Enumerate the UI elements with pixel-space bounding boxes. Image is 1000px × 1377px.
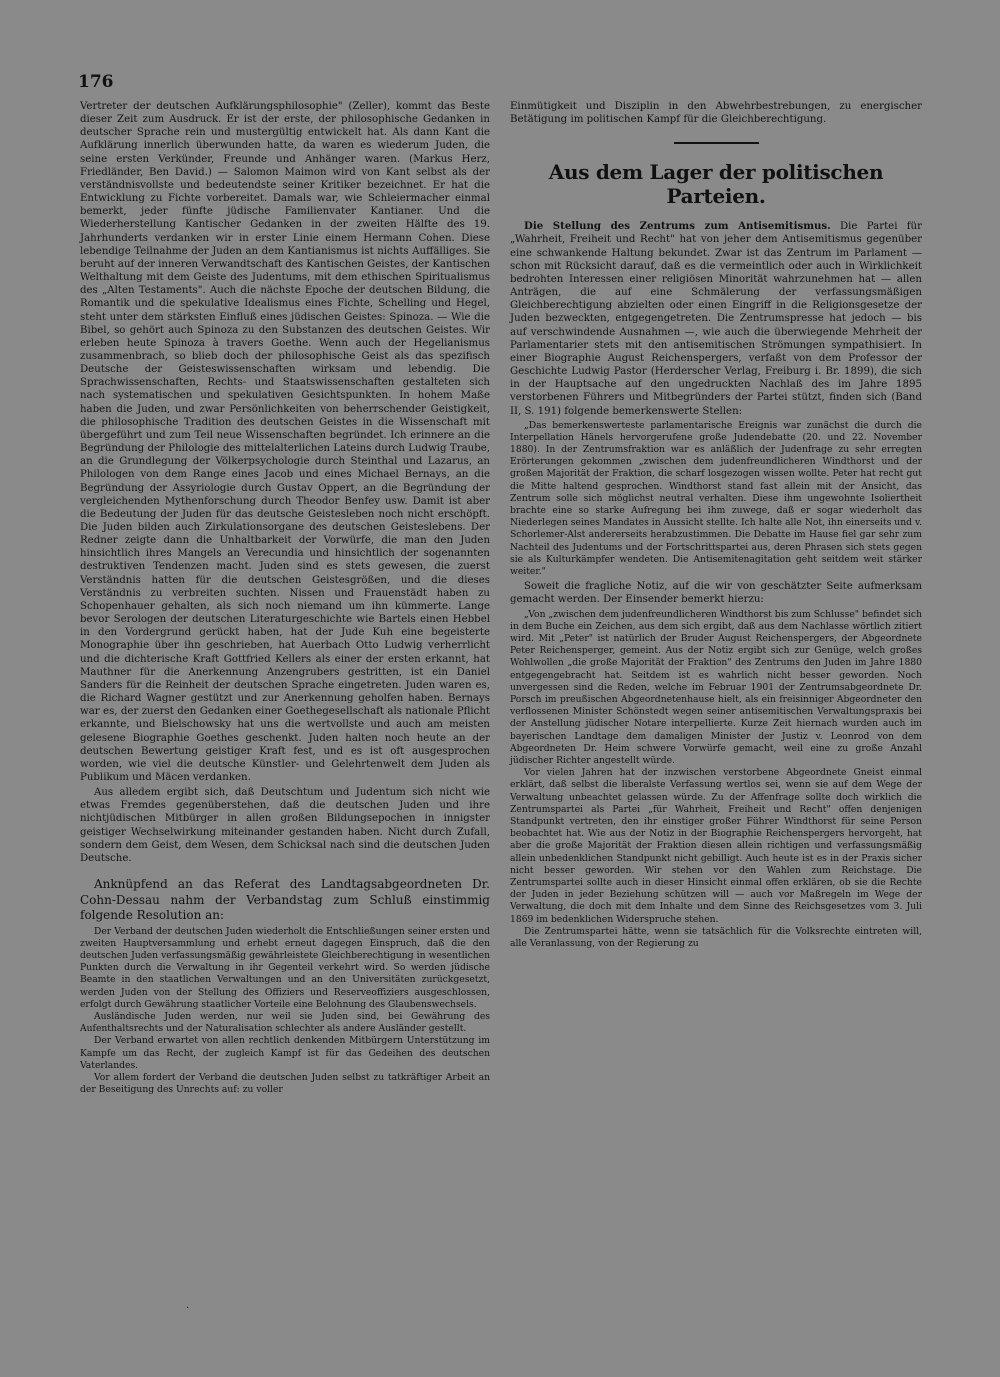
body-paragraph: Die Partei für „Wahrheit, Freiheit und Recht" hat von jeher dem Antisemitismus gegenüber eine schwankende Haltung bekundet. Zwar ist das Zentrum im Parlament — schon mit Rücksicht darauf, daß es die vermeintlich oder auch in Wirklichkeit bedrohten Interessen einer religiösen Minorität wahrzunehmen hat — allen Anträgen, die auf eine Schmälerung der verfassungsmäßigen Gleichberechtigung abzielten oder einen Eingriff in die Religionsgesetze der Juden bezweckten, entgegengetreten. Die Zentrumspresse hat jedoch — bis auf verschwindende Ausnahmen —, wie auch die überwiegende Mehrheit der Parlamentarier stets mit den antisemitischen Strömungen sympathisiert. In einer Biographie August Reichenspergers, verfaßt von dem Professor der Geschichte Ludwig Pastor (Herderscher Verlag, Freiburg i. Br. 1899), die sich in der Hauptsache auf den ungedruckten Nachlaß des im Jahre 1895 verstorbenen Führers und Mitbegründers der Partei stützt, finden sich (Band II, S. 191) folgende bemerkenswerte Stellen:: [510, 221, 922, 417]
article-subheading: Die Stellung des Zentrums zum Antisemitismus.: [524, 220, 831, 233]
page-number: 176: [78, 72, 114, 92]
resolution-intro: Anknüpfend an das Referat des Landtagsabgeordneten Dr. Cohn-Dessau nahm der Verbandstag zum Schluß einstimmig folgende Resolution an:: [80, 877, 490, 923]
resolution-paragraph: Der Verband erwartet von allen rechtlich denkenden Mitbürgern Unterstützung im Kampfe um das Recht, der zugleich Kampf ist für das Gedeihen des deutschen Vaterlandes.: [80, 1035, 490, 1071]
body-paragraph: Soweit die fragliche Notiz, auf die wir von geschätzter Seite aufmerksam gemacht werden. Der Einsender bemerkt hierzu:: [510, 581, 922, 606]
quote-paragraph: „Von „zwischen dem judenfreundlicheren Windthorst bis zum Schlusse" befindet sich in dem Buche ein Zeichen, aus dem sich ergibt, daß aus dem Nachlasse wörtlich zitiert wird. Mit „Peter" ist natürlich der Bruder August Reichenspergers, der Abgeordnete Peter Reichensperger, gemeint. Aus der Notiz ergibt sich zur Genüge, welch großes Wohlwollen „die große Majorität der Fraktion" des Zentrums den Juden im Jahre 1880 entgegengebracht hat. Seitdem ist es wahrlich nicht besser geworden. Noch unvergessen sind die Reden, welche im Februar 1901 der Zentrumsabgeordnete Dr. Porsch im preußischen Abgeordnetenhause hielt, als ein freisinniger Abgeordneter den verflossenen Minister Schönstedt wegen seiner antisemitischen Verwaltungspraxis bei der Anstellung jüdischer Notare interpellierte. Kurze Zeit hiernach wurden auch im bayerischen Landtage dem damaligen Minister der Justiz v. Leonrod von dem Abgeordneten Dr. Heim schwere Vorwürfe gemacht, weil eine zu große Anzahl jüdischer Richter angestellt würde.: [510, 608, 922, 767]
right-column: [510, 100, 922, 950]
body-paragraph: Vertreter der deutschen Aufklärungsphilosophie" (Zeller), kommt das Beste dieser Zeit zum Ausdruck. Er ist der erste, der philosophische Gedanken in deutscher Sprache rein und mustergültig entwickelt hat. Als dann Kant die Aufklärung innerlich überwunden hatte, da waren es wiederum Juden, die seine ersten Verkünder, Freunde und Anhänger waren. (Markus Herz, Friedländer, Ben David.) — Salomon Maimon wird von Kant selbst als der verständnisvollste und bedeutendste seiner Kritiker bezeichnet. Er hat die Entwicklung zu Fichte vorbereitet. Damals war, wie Schleiermacher einmal bemerkt, jeder fünfte jüdische Familienvater Kantianer. Und die Wiederherstellung Kantischer Gedanken in der zweiten Hälfte des 19. Jahrhunderts verdanken wir in erster Linie einem Hermann Cohen. Diese lebendige Teilnahme der Juden an dem Kantianismus ist nichts Auffälliges. Sie beruht auf der inneren Verwandtschaft des Kantischen Geistes, der Kantischen Welthaltung mit dem Geiste des Judentums, mit dem ethischen Spiritualismus des „Alten Testaments". Auch die nächste Epoche der deutschen Bildung, die Romantik und die spekulative Idealismus eines Fichte, Schelling und Hegel, steht unter dem stärksten Einfluß eines jüdischen Geistes: Spinoza. — Wie die Bibel, so gehört auch Spinoza zu den Substanzen des deutschen Geistes. Wir erleben heute Spinoza à travers Goethe. Wenn auch der Hegelianismus zusammenbrach, so blieb doch der philosophische Geist als das spezifisch Deutsche der Geisteswissenschaften wirksam und lebendig. Die Sprachwissenschaften, Rechts- und Staatswissenschaften gestalteten sich nach systematischen und spekulativen Gesichtspunkten. In hohem Maße haben die Juden, und zwar Persönlichkeiten von beherrschender Geistigkeit, die philosophische Tradition des deutschen Geistes in die Wissenschaft mit übergeführt und zum Teil neue Wissenschaften begründet. Ich erinnere an die Begründung der Philologie des mittelalterlichen Lateins durch Ludwig Traube, an die Grundlegung der Völkerpsychologie durch Steinthal und Lazarus, an Philologen von dem Range eines Jacob und eines Michael Bernays, an die Begründung der Assyriologie durch Gustav Oppert, an die Begründung der vergleichenden Mythenforschung durch Theodor Benfey usw. Damit ist aber die Bedeutung der Juden für das deutsche Geistesleben noch nicht erschöpft. Die Juden bilden auch Zirkulationsorgane des deutschen Geisteslebens. Der Redner zeigte dann die Unhaltbarkeit der Vorwürfe, die man den Juden hinsichtlich ihres Mangels an Verecundia und hinsichtlich der sogenannten destruktiven Tendenzen macht. Juden sind es stets gewesen, die zuerst Verständnis hatten für die deutschen Geistesgrößen, und die dieses Verständnis zu verbreiten suchten. Nissen und Frauenstädt haben zu Schopenhauer gehalten, als sich noch niemand um ihn kümmerte. Lange bevor Serologen der deutschen Literaturgeschichte wie Bartels einen Hebbel in den Vordergrund gerückt haben, hat der Jude Kuh eine begeisterte Monographie über ihn geschrieben, hat Auerbach Otto Ludwig verherrlicht und die dichterische Kraft Gottfried Kellers als einer der ersten erkannt, hat Mauthner für die Anerkennung Anzengrubers gestritten, ist ein Daniel Sanders für die Reinheit der deutschen Sprache eingetreten. Juden waren es, die Richard Wagner gestützt und zur Anerkennung geholfen haben. Bernays war es, der zuerst den Gedanken einer Goethegesellschaft als nationale Pflicht erkannte, und Bielschowsky hat uns die wertvollste und auch am meisten gelesene Biographie Goethes geschenkt. Juden halten noch heute an der deutschen Bewertung geistiger Kraft fest, und es ist oft ausgesprochen worden, wie viel die deutsche Künstler- und Gelehrtenwelt dem Juden als Publikum und Mäcen verdanken.: [80, 101, 491, 783]
resolution-paragraph: Der Verband der deutschen Juden wiederholt die Entschließungen seiner ersten und zweiten Hauptversammlung und erhebt erneut dagegen Einspruch, daß die den deutschen Juden verfassungsmäßig gewährleistete Gleichberechtigung in wesentlichen Punkten durch die Verwaltung in ihr Gegenteil verkehrt wird. So werden jüdische Beamte in den staatlichen Verwaltungen und an den Universitäten zurückgesetzt, werden Juden von der Stellung des Offiziers und Reserveoffiziers ausgeschlossen, erfolgt durch Gewährung staatlicher Vorteile eine Belohnung des Glaubenswechsels.: [80, 925, 490, 1010]
quote-paragraph: Vor vielen Jahren hat der inzwischen verstorbene Abgeordnete Gneist einmal erklärt, daß selbst die liberalste Verfassung wertlos sei, wenn sie auf dem Wege der Verwaltung unbeachtet gelassen würde. Zu der Affenfrage sollte doch wirklich die Zentrumspartei als Partei „für Wahrheit, Freiheit und Recht" offen denjenigen Standpunkt vertreten, den ihr einstiger großer Führer Windthorst für seine Person beobachtet hat. Wie aus der Notiz in der Biographie Reichenspergers hervorgeht, hat aber die große Majorität der Fraktion diesen allein richtigen und verfassungsmäßig allein unbedenklichen Standpunkt nicht gebilligt. Auch heute ist es in der Praxis sicher nicht besser geworden. Wir stehen vor den Wahlen zum Reichstage. Die Zentrumspartei sollte auch in dieser Hinsicht einmal offen erklären, ob sie die Rechte der Juden in jeder Beziehung schützen will — auch vor Maßregeln im Wege der Verwaltung, die doch mit dem Inhalte und dem Sinne des Reichsgesetzes vom 3. Juli 1869 im bedenklichen Widerspruche stehen.: [510, 767, 922, 925]
section-divider: [674, 142, 759, 144]
stray-mark: ·: [186, 1303, 190, 1314]
continuation-paragraph: Einmütigkeit und Disziplin in den Abwehrbestrebungen, zu energischer Betätigung im politischen Kampf für die Gleichberechtigung.: [510, 101, 922, 126]
resolution-paragraph: Ausländische Juden werden, nur weil sie Juden sind, bei Gewährung des Aufenthaltsrechts und der Naturalisation schlechter als andere Ausländer gestellt.: [80, 1010, 490, 1035]
resolution-paragraph: Vor allem fordert der Verband die deutschen Juden selbst zu tatkräftiger Arbeit an der Beseitigung des Unrechts auf: zu voller: [80, 1072, 490, 1096]
left-column: [80, 100, 490, 1096]
quote-paragraph: „Das bemerkenswerteste parlamentarische Ereignis war zunächst die durch die Interpellation Hänels hervorgerufene große Judendebatte (20. und 22. November 1880). In der Zentrumsfraktion war es anläßlich der Judenfrage zu sehr erregten Erörterungen gekommen „zwischen dem judenfreundlicheren Windthorst und der großen Majorität der Fraktion, die scharf losgezogen wissen wollte. Peter hat recht gut die Mitte haltend gesprochen. Windthorst stand fast allein mit der Ansicht, das Zentrum solle sich möglichst neutral verhalten. Diese ihm ungewohnte Isoliertheit brachte eine so starke Aufregung bei ihm zuwege, daß er sogar wiederholt das Niederlegen seines Mandates in Aussicht stellte. Ich halte alle Not, ihn einerseits und v. Schorlemer-Alst andererseits herabzustimmen. Die Debatte im Hause fiel gar sehr zum Nachteil des Judentums und der Fortschrittspartei aus, deren Phrasen sich stets gegen sie als Kulturkämpfer wendeten. Die Antisemitenagitation geht seitdem weit stärker weiter.": [510, 419, 922, 578]
body-paragraph: Die Zentrumspartei hätte, wenn sie tatsächlich für die Volksrechte eintreten will, alle Veranlassung, von der Regierung zu: [510, 925, 922, 950]
section-heading: Aus dem Lager der politischen Parteien.: [548, 160, 884, 209]
body-paragraph: Aus alledem ergibt sich, daß Deutschtum und Judentum sich nicht wie etwas Fremdes gegenüberstehen, daß die deutschen Juden und ihre nichtjüdischen Mitbürger in allen großen Bildungsepochen in innigster geistiger Wechselwirkung miteinander gestanden haben. Nicht durch Zufall, sondern dem Geist, dem Wesen, dem Schicksal nach sind die deutschen Juden Deutsche.: [80, 787, 490, 864]
